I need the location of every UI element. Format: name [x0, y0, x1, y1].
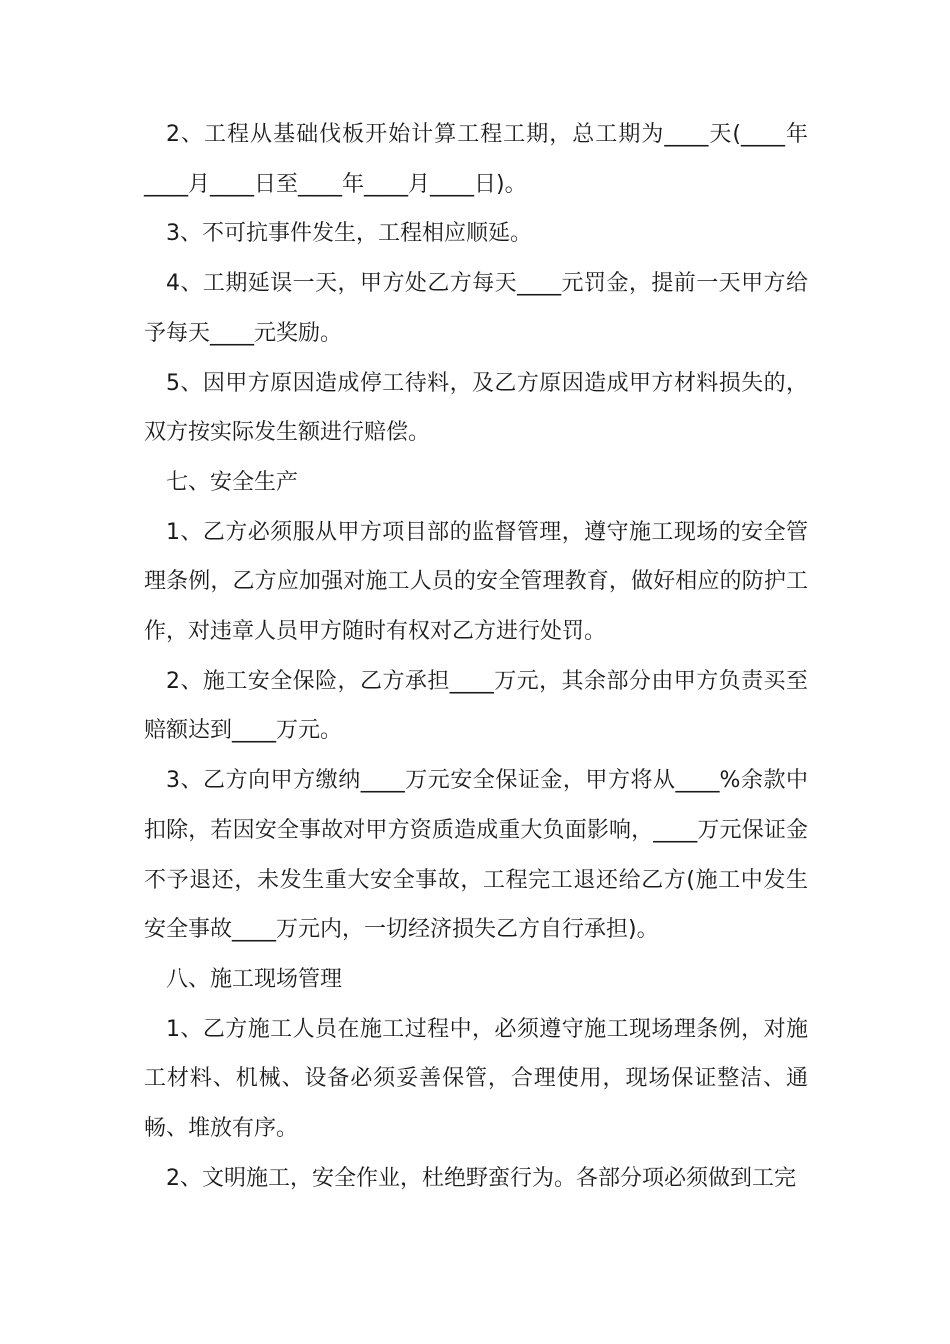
- clause-8-2-paragraph: 2、文明施工，安全作业，杜绝野蛮行为。各部分项必须做到工完: [166, 1165, 796, 1191]
- clause-7-2-paragraph: 2、施工安全保险，乙方承担____万元，其余部分由甲方负责买至赔额达到____万元。: [144, 668, 808, 744]
- clause-6-3-paragraph: 3、不可抗事件发生，工程相应顺延。: [166, 221, 532, 247]
- clause-6-5-paragraph: 5、因甲方原因造成停工待料，及乙方原因造成甲方材料损失的，双方按实际发生额进行赔偿。: [144, 370, 808, 446]
- clause-7-1-paragraph: 1、乙方必须服从甲方项目部的监督管理，遵守施工现场的安全管理条例，乙方应加强对施工人员的安全管理教育，做好相应的防护工作，对违章人员甲方随时有权对乙方进行处罚。: [144, 519, 808, 645]
- section-7-heading: 七、安全生产: [166, 469, 299, 495]
- clause-7-3-paragraph: 3、乙方向甲方缴纳____万元安全保证金，甲方将从____%余款中扣除，若因安全事故对甲方资质造成重大负面影响，____万元保证金不予退还，未发生重大安全事故，工程完工退还给乙方(施工中发生安全事故____万元内，一切经济损失乙方自行承担)。: [144, 768, 808, 943]
- clause-6-2-paragraph: 2、工程从基础伐板开始计算工程工期，总工期为____天(____年____月____日至____年____月____日)。: [144, 122, 808, 197]
- clause-6-4-paragraph: 4、工期延误一天，甲方处乙方每天____元罚金，提前一天甲方给予每天____元奖励。: [144, 271, 808, 346]
- section-8-heading: 八、施工现场管理: [166, 966, 343, 992]
- clause-8-1-paragraph: 1、乙方施工人员在施工过程中，必须遵守施工现场理条例，对施工材料、机械、设备必须妥善保管，合理使用，现场保证整洁、通畅、堆放有序。: [144, 1016, 808, 1142]
- document-body: [144, 110, 808, 1203]
